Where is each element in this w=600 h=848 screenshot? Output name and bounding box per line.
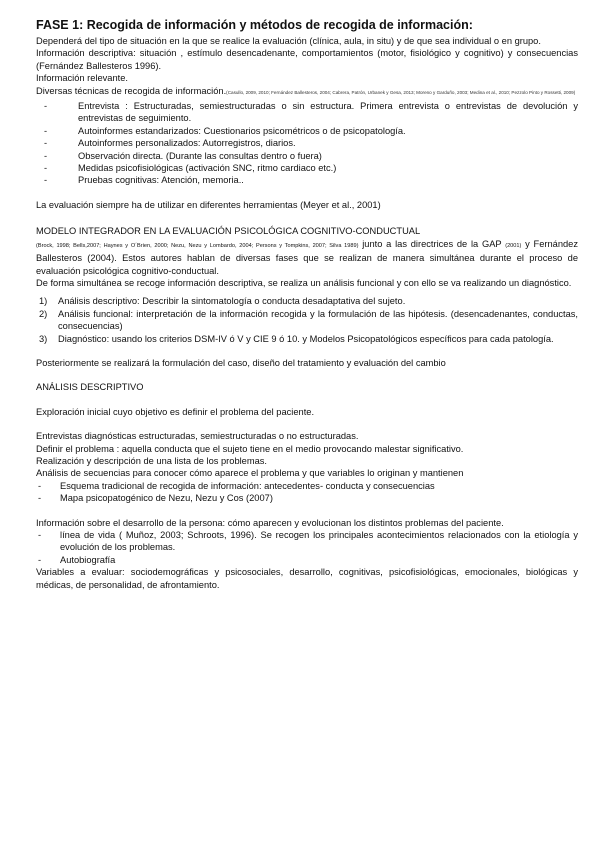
model-gap-year: (2001) (505, 242, 522, 249)
techniques-label: Diversas técnicas de recogida de información. (36, 85, 227, 96)
list-item (36, 308, 578, 333)
list-item-text: Medidas psicofisiológicas (activación SNC, ritmo cardiaco etc.) (78, 163, 337, 174)
list-item (36, 150, 578, 162)
model-text-b: y Fernández Ballesteros (2004). Estos autores hablan de diversas fases que se realizan de manera simultánea durante el proceso de evaluación psicológica cognitivo-conductual. (36, 238, 578, 276)
model-citations: (Brock, 1998; Bells,2007; Haynes y O´Brien, 2000; Nezu, Nezu y Lombardo, 2004; Persons y Tompkins, 2007; Silva 1989) (36, 242, 359, 249)
page-title: FASE 1: Recogida de información y métodos de recogida de información: (36, 18, 473, 32)
list-item-text: Diagnóstico: usando los criterios DSM-IV ó V y CIE 9 ó 10. y Modelos Psicopatológicos específicos para cada patología. (58, 333, 554, 344)
list-item (36, 554, 578, 566)
intro-depend: Dependerá del tipo de situación en la que se realice la evaluación (clínica, aula, in situ) y de que sea individual o en grupo. (36, 36, 541, 46)
list-item-text: Autobiografía (60, 554, 116, 565)
intro-techniques (36, 85, 578, 99)
list-item (36, 480, 578, 492)
problem-list: Realización y descripción de una lista de los problemas. (36, 455, 267, 466)
model-text-a: junto a las directrices de la GAP (358, 238, 506, 249)
bullet-mark: - (44, 138, 48, 149)
bullet-mark: - (44, 125, 48, 136)
intro-descriptive: Información descriptiva: situación , estímulo desencadenante, comportamientos (motor, fisiológico y cognitivo) y consecuencias (Fernández Ballesteros 1996). (36, 48, 578, 71)
list-item (36, 100, 578, 125)
list-item-text: Mapa psicopatogénico de Nezu, Nezu y Cos (2007) (60, 493, 273, 504)
model-simultaneous: De forma simultánea se recoge información descriptiva, se realiza un análisis funcional y con ello se va realizando un diagnóstico. (36, 277, 572, 288)
list-number: 1) (39, 296, 48, 307)
intro-relevant: Información relevante. (36, 73, 128, 84)
development-info: Información sobre el desarrollo de la persona: cómo aparecen y evolucionan los distintos problemas del paciente. (36, 517, 504, 528)
define-problem: Definir el problema : aquella conducta que el sujeto tiene en el medio provocando malestar significativo. (36, 443, 464, 454)
bullet-mark: - (38, 554, 42, 565)
list-item (36, 125, 578, 137)
bullet-mark: - (44, 175, 48, 186)
techniques-citations: (Casullo, 2009, 2010; Fernández Ballesteros, 2004; Cabrera, Patrón, Urbanek y Gesa, 2013; Moreno y Garduño, 2003; Medina et al., 2010; Pezzolo Pinto y Rossetti, 2009) (226, 89, 576, 95)
later-statement: Posteriormente se realizará la formulación del caso, diseño del tratamiento y evaluación del cambio (36, 357, 446, 368)
list-item (36, 333, 578, 345)
variables-statement: Variables a evaluar: sociodemográficas y psicosociales, desarrollo, cognitivas, psicofisiológicas, emocionales, biológicas y médicas, de personalidad, de afrontamiento. (36, 567, 578, 590)
list-item-text: Pruebas cognitivas: Atención, memoria.. (78, 175, 244, 186)
list-item-text: Observación directa. (Durante las consultas dentro o fuera) (78, 150, 322, 161)
bullet-mark: - (44, 150, 48, 161)
techniques-list (36, 100, 578, 187)
development-list (36, 529, 578, 566)
sequence-list (36, 480, 578, 505)
list-item-text: Autoinformes estandarizados: Cuestionarios psicométricos o de psicopatología. (78, 125, 406, 136)
bullet-mark: - (38, 530, 42, 540)
bullet-mark: - (38, 493, 42, 504)
diagnostic-interviews: Entrevistas diagnósticas estructuradas, semiestructuradas o no estructuradas. (36, 431, 359, 442)
document-page (36, 18, 578, 591)
list-number: 2) (39, 308, 48, 319)
list-item (36, 492, 578, 504)
analysis-heading: ANÁLISIS DESCRIPTIVO (36, 382, 144, 393)
list-item (36, 137, 578, 149)
sequence-analysis: Análisis de secuencias para conocer cómo aparece el problema y que variables lo originan y mantienen (36, 468, 464, 479)
list-item-text: Esquema tradicional de recogida de información: antecedentes- conducta y consecuencias (60, 480, 435, 491)
bullet-mark: - (44, 101, 48, 112)
initial-exploration: Exploración inicial cuyo objetivo es definir el problema del paciente. (36, 406, 315, 417)
list-item (36, 174, 578, 186)
list-item (36, 529, 578, 554)
list-item (36, 162, 578, 174)
list-item-text: Entrevista : Estructuradas, semiestructuradas o sin estructura. Primera entrevista o entrevistas de devolución y entrevistas de seguimiento. (78, 101, 578, 124)
model-paragraph (36, 238, 578, 277)
bullet-mark: - (44, 163, 48, 174)
list-item (36, 295, 578, 307)
model-heading: MODELO INTEGRADOR EN LA EVALUACIÓN PSICOLÓGICA COGNITIVO-CONDUCTUAL (36, 226, 421, 237)
list-item-text: Análisis funcional: interpretación de la información recogida y la formulación de las hipótesis. (desencadenantes, conductas, consecuencias) (58, 308, 578, 332)
list-item-text: Autoinformes personalizados: Autorregistros, diarios. (78, 138, 296, 149)
bullet-mark: - (38, 480, 42, 491)
list-item-text: Análisis descriptivo: Describir la sintomatología o conducta desadaptativa del sujeto. (58, 296, 406, 307)
list-number: 3) (39, 333, 48, 344)
always-statement: La evaluación siempre ha de utilizar en diferentes herramientas (Meyer et al., 2001) (36, 199, 381, 210)
analyses-list (36, 295, 578, 345)
list-item-text: línea de vida ( Muñoz, 2003; Schroots, 1996). Se recogen los principales acontecimientos relacionados con la etiología y evolución de los problemas. (60, 530, 578, 553)
